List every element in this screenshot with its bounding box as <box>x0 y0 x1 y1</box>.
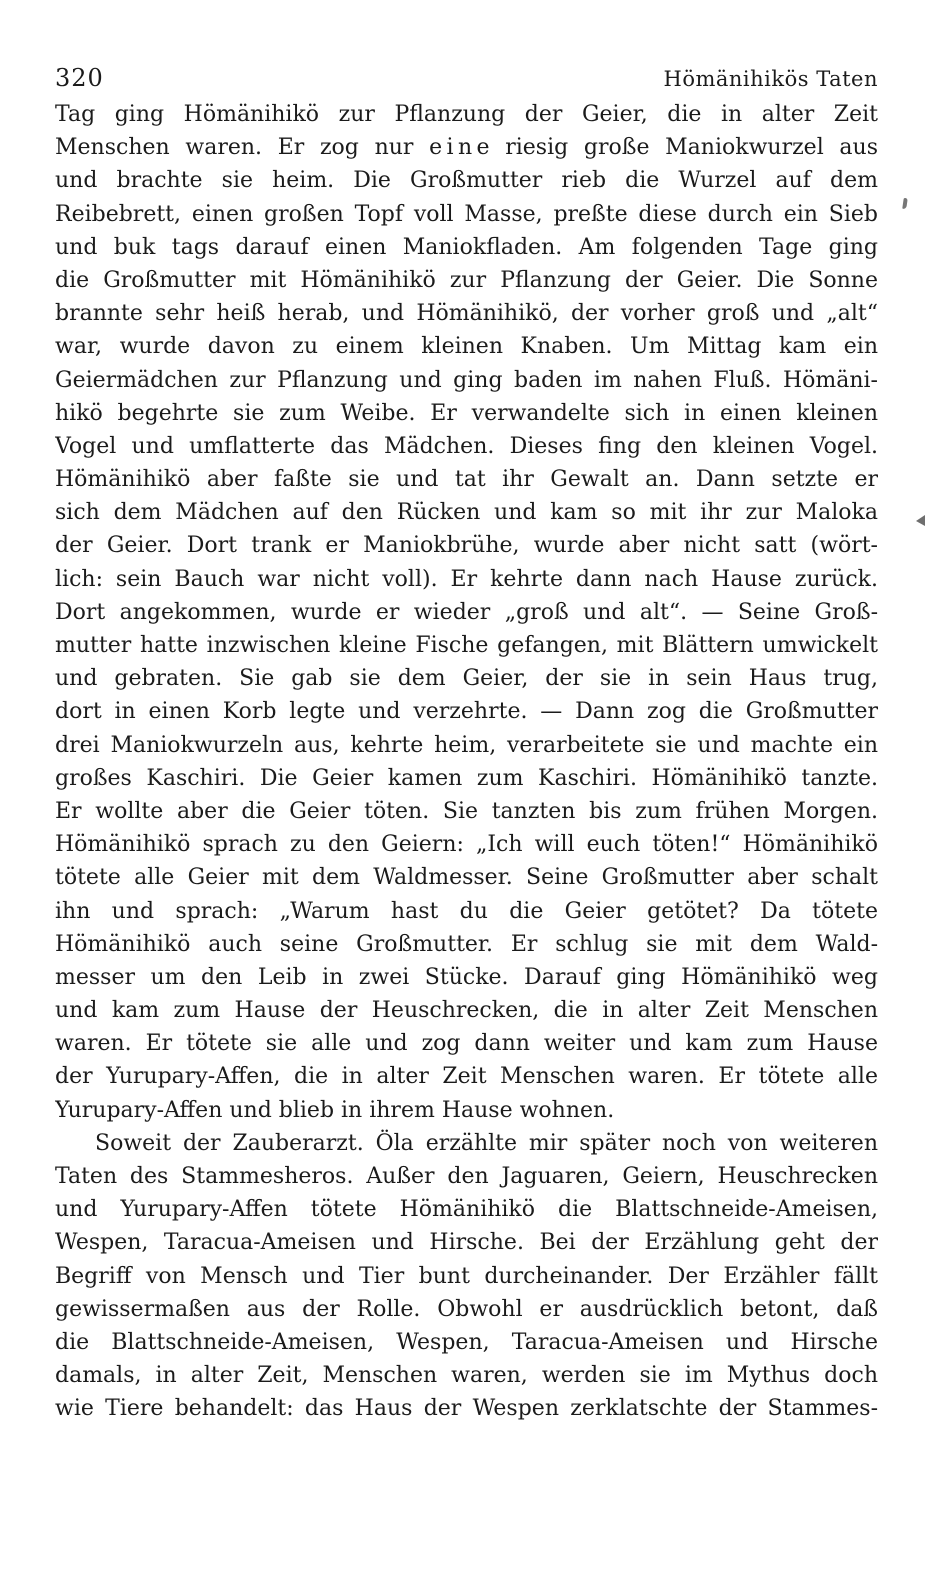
page-text <box>55 98 878 1426</box>
text-line: Menschen waren. Er zog nur e i n e riesig große Maniokwurzel aus <box>55 135 878 161</box>
text-line: der Yurupary-Affen, die in alter Zeit Menschen waren. Er tötete alle <box>55 1064 878 1090</box>
text-line: Hömänihikö auch seine Großmutter. Er schlug sie mit dem Wald- <box>55 931 878 957</box>
text-line: die Großmutter mit Hömänihikö zur Pflanzung der Geier. Die Sonne <box>55 267 878 293</box>
page-number: 320 <box>55 64 104 92</box>
text-line: damals, in alter Zeit, Menschen waren, werden sie im Mythus doch <box>55 1363 878 1389</box>
text-line: und buk tags darauf einen Maniokfladen. Am folgenden Tage ging <box>55 234 878 260</box>
text-line: hikö begehrte sie zum Weibe. Er verwandelte sich in einen kleinen <box>55 400 878 426</box>
text-line: war, wurde davon zu einem kleinen Knaben. Um Mittag kam ein <box>55 334 878 360</box>
text-line: Soweit der Zauberarzt. Öla erzählte mir später noch von weiteren <box>95 1130 878 1156</box>
text-line: Geiermädchen zur Pflanzung und ging baden im nahen Fluß. Hömäni- <box>55 367 878 393</box>
text-line: Reibebrett, einen großen Topf voll Masse, preßte diese durch ein Sieb <box>55 201 878 227</box>
text-line: mutter hatte inzwischen kleine Fische gefangen, mit Blättern umwickelt <box>55 633 878 658</box>
text-line: und brachte sie heim. Die Großmutter rieb die Wurzel auf dem <box>55 168 878 194</box>
text-line: messer um den Leib in zwei Stücke. Darauf ging Hömänihikö weg <box>55 964 878 990</box>
text-line: Wespen, Taracua-Ameisen und Hirsche. Bei der Erzählung geht der <box>55 1230 878 1256</box>
text-line: lich: sein Bauch war nicht voll). Er kehrte dann nach Hause zurück. <box>55 566 878 592</box>
text-line: großes Kaschiri. Die Geier kamen zum Kaschiri. Hömänihikö tanzte. <box>55 765 878 791</box>
text-line: drei Maniokwurzeln aus, kehrte heim, verarbeitete sie und machte ein <box>55 732 878 758</box>
text-line: Tag ging Hömänihikö zur Pflanzung der Geier, die in alter Zeit <box>55 102 878 127</box>
text-line: Taten des Stammesheros. Außer den Jaguaren, Geiern, Heuschrecken <box>55 1164 878 1189</box>
text-line: der Geier. Dort trank er Maniokbrühe, wurde aber nicht satt (wört- <box>55 533 878 559</box>
scan-speck-icon <box>916 515 925 526</box>
text-line: und Yurupary-Affen tötete Hömänihikö die Blattschneide-Ameisen, <box>55 1197 878 1223</box>
text-line: dort in einen Korb legte und verzehrte. — Dann zog die Großmutter <box>55 699 878 725</box>
text-line: sich dem Mädchen auf den Rücken und kam so mit ihr zur Maloka <box>55 500 878 526</box>
text-line: ihn und sprach: „Warum hast du die Geier getötet? Da tötete <box>55 898 878 924</box>
text-line: Begriff von Mensch und Tier bunt durcheinander. Der Erzähler fällt <box>55 1263 878 1289</box>
text-line: waren. Er tötete sie alle und zog dann weiter und kam zum Hause <box>55 1031 878 1057</box>
text-line: Hömänihikö aber faßte sie und tat ihr Gewalt an. Dann setzte er <box>55 467 878 493</box>
text-line: Yurupary-Affen und blieb in ihrem Hause wohnen. <box>55 1097 615 1123</box>
text-line: die Blattschneide-Ameisen, Wespen, Taracua-Ameisen und Hirsche <box>55 1329 878 1355</box>
text-line: Hömänihikö sprach zu den Geiern: „Ich will euch töten!“ Hömänihikö <box>55 832 878 858</box>
text-line: gewissermaßen aus der Rolle. Obwohl er ausdrücklich betont, daß <box>55 1296 878 1322</box>
text-line: und gebraten. Sie gab sie dem Geier, der sie in sein Haus trug, <box>55 666 878 692</box>
text-line: und kam zum Hause der Heuschrecken, die in alter Zeit Menschen <box>55 998 878 1024</box>
page-header <box>55 64 878 92</box>
text-line: wie Tiere behandelt: das Haus der Wespen zerklatschte der Stammes- <box>55 1396 878 1422</box>
text-line: Vogel und umflatterte das Mädchen. Dieses fing den kleinen Vogel. <box>55 433 878 459</box>
text-line: Dort angekommen, wurde er wieder „groß und alt“. — Seine Groß- <box>55 599 878 625</box>
text-line: brannte sehr heiß herab, und Hömänihikö, der vorher groß und „alt“ <box>55 301 878 327</box>
text-line: Er wollte aber die Geier töten. Sie tanzten bis zum frühen Morgen. <box>55 798 878 824</box>
scan-speck-icon <box>902 198 907 209</box>
paragraph <box>55 98 878 1127</box>
text-line: tötete alle Geier mit dem Waldmesser. Seine Großmutter aber schalt <box>55 865 878 891</box>
running-title: Hömänihikös Taten <box>663 67 878 91</box>
paragraph <box>55 1127 878 1426</box>
